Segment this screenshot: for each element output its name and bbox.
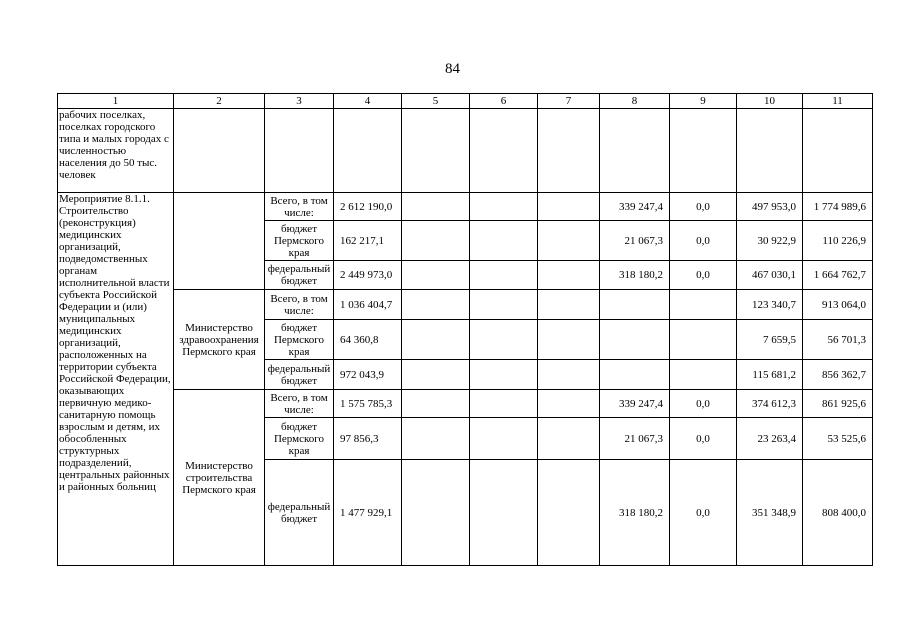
value-cell [538, 290, 600, 320]
empty-cell [600, 109, 670, 193]
executor-cell: Министерство строительства Пермского края [174, 390, 265, 566]
table-row [58, 290, 873, 320]
value-cell: 1 664 762,7 [803, 261, 873, 290]
value-cell [470, 460, 538, 566]
empty-cell [670, 109, 737, 193]
value-cell: 339 247,4 [600, 390, 670, 418]
value-cell [402, 320, 470, 360]
value-cell: 56 701,3 [803, 320, 873, 360]
value-cell [600, 290, 670, 320]
value-cell [538, 193, 600, 221]
value-cell [402, 390, 470, 418]
value-cell: 123 340,7 [737, 290, 803, 320]
value-cell: 1 774 989,6 [803, 193, 873, 221]
empty-cell [402, 109, 470, 193]
header-cell: 8 [600, 94, 670, 109]
value-cell: 913 064,0 [803, 290, 873, 320]
executor-cell: Министерство здравоохранения Пермского края [174, 290, 265, 390]
value-cell: 0,0 [670, 221, 737, 261]
value-cell [470, 221, 538, 261]
value-cell [538, 261, 600, 290]
header-cell: 1 [58, 94, 174, 109]
table-row [58, 390, 873, 418]
value-cell [538, 360, 600, 390]
value-cell [402, 460, 470, 566]
value-cell: 0,0 [670, 390, 737, 418]
value-cell [470, 390, 538, 418]
value-cell: 97 856,3 [334, 418, 402, 460]
table-row [58, 193, 873, 221]
value-cell [402, 221, 470, 261]
value-cell: 856 362,7 [803, 360, 873, 390]
value-cell [470, 261, 538, 290]
value-cell [470, 193, 538, 221]
value-cell [670, 360, 737, 390]
value-cell [470, 418, 538, 460]
header-row [58, 94, 873, 109]
header-cell: 9 [670, 94, 737, 109]
value-cell: 0,0 [670, 193, 737, 221]
header-cell: 6 [470, 94, 538, 109]
continuation-description: рабочих поселках, поселках городского типа и малых городах с численностью населения до 50 тыс. человек [58, 109, 174, 193]
source-cell: федеральный бюджет [265, 261, 334, 290]
value-cell: 21 067,3 [600, 221, 670, 261]
value-cell [402, 290, 470, 320]
value-cell [402, 418, 470, 460]
value-cell [538, 221, 600, 261]
value-cell: 0,0 [670, 460, 737, 566]
value-cell: 808 400,0 [803, 460, 873, 566]
value-cell [670, 290, 737, 320]
header-cell: 2 [174, 94, 265, 109]
measure-description: Мероприятие 8.1.1. Строительство (реконструкция) медицинских организаций, подведомственных органам исполнительной власти субъекта Российской Федерации и (или) муниципальных медицинских организаций, расположенных на территории субъекта Российской Федерации, оказывающих первичную медико-санитарную помощь взрослым и детям, их обособленных структурных подразделений, центральных районных и районных больниц [58, 193, 174, 566]
page-number: 84 [445, 61, 460, 77]
value-cell: 861 925,6 [803, 390, 873, 418]
value-cell: 2 612 190,0 [334, 193, 402, 221]
empty-cell [538, 109, 600, 193]
value-cell [538, 320, 600, 360]
value-cell: 30 922,9 [737, 221, 803, 261]
header-cell: 4 [334, 94, 402, 109]
value-cell: 1 036 404,7 [334, 290, 402, 320]
source-cell: федеральный бюджет [265, 460, 334, 566]
executor-cell [174, 193, 265, 290]
empty-cell [174, 109, 265, 193]
value-cell [470, 360, 538, 390]
value-cell [538, 460, 600, 566]
value-cell: 1 477 929,1 [334, 460, 402, 566]
header-cell: 5 [402, 94, 470, 109]
value-cell: 374 612,3 [737, 390, 803, 418]
source-cell: Всего, в том числе: [265, 390, 334, 418]
value-cell: 2 449 973,0 [334, 261, 402, 290]
header-cell: 7 [538, 94, 600, 109]
header-cell: 10 [737, 94, 803, 109]
value-cell: 0,0 [670, 418, 737, 460]
value-cell [402, 261, 470, 290]
empty-cell [265, 109, 334, 193]
continuation-row [58, 109, 873, 193]
empty-cell [334, 109, 402, 193]
empty-cell [470, 109, 538, 193]
value-cell: 318 180,2 [600, 261, 670, 290]
value-cell [600, 360, 670, 390]
source-cell: Всего, в том числе: [265, 290, 334, 320]
budget-table [57, 93, 873, 566]
value-cell: 497 953,0 [737, 193, 803, 221]
value-cell: 0,0 [670, 261, 737, 290]
value-cell: 339 247,4 [600, 193, 670, 221]
value-cell: 53 525,6 [803, 418, 873, 460]
value-cell: 162 217,1 [334, 221, 402, 261]
value-cell: 318 180,2 [600, 460, 670, 566]
source-cell: бюджет Пермского края [265, 320, 334, 360]
source-cell: федеральный бюджет [265, 360, 334, 390]
value-cell: 110 226,9 [803, 221, 873, 261]
value-cell: 972 043,9 [334, 360, 402, 390]
value-cell [538, 390, 600, 418]
value-cell: 1 575 785,3 [334, 390, 402, 418]
value-cell [538, 418, 600, 460]
value-cell [402, 193, 470, 221]
source-cell: бюджет Пермского края [265, 418, 334, 460]
value-cell: 23 263,4 [737, 418, 803, 460]
value-cell: 467 030,1 [737, 261, 803, 290]
empty-cell [737, 109, 803, 193]
header-cell: 3 [265, 94, 334, 109]
source-cell: Всего, в том числе: [265, 193, 334, 221]
value-cell: 7 659,5 [737, 320, 803, 360]
value-cell [402, 360, 470, 390]
value-cell [670, 320, 737, 360]
value-cell [470, 290, 538, 320]
value-cell [470, 320, 538, 360]
value-cell: 115 681,2 [737, 360, 803, 390]
header-cell: 11 [803, 94, 873, 109]
value-cell [600, 320, 670, 360]
value-cell: 351 348,9 [737, 460, 803, 566]
value-cell: 21 067,3 [600, 418, 670, 460]
source-cell: бюджет Пермского края [265, 221, 334, 261]
value-cell: 64 360,8 [334, 320, 402, 360]
empty-cell [803, 109, 873, 193]
